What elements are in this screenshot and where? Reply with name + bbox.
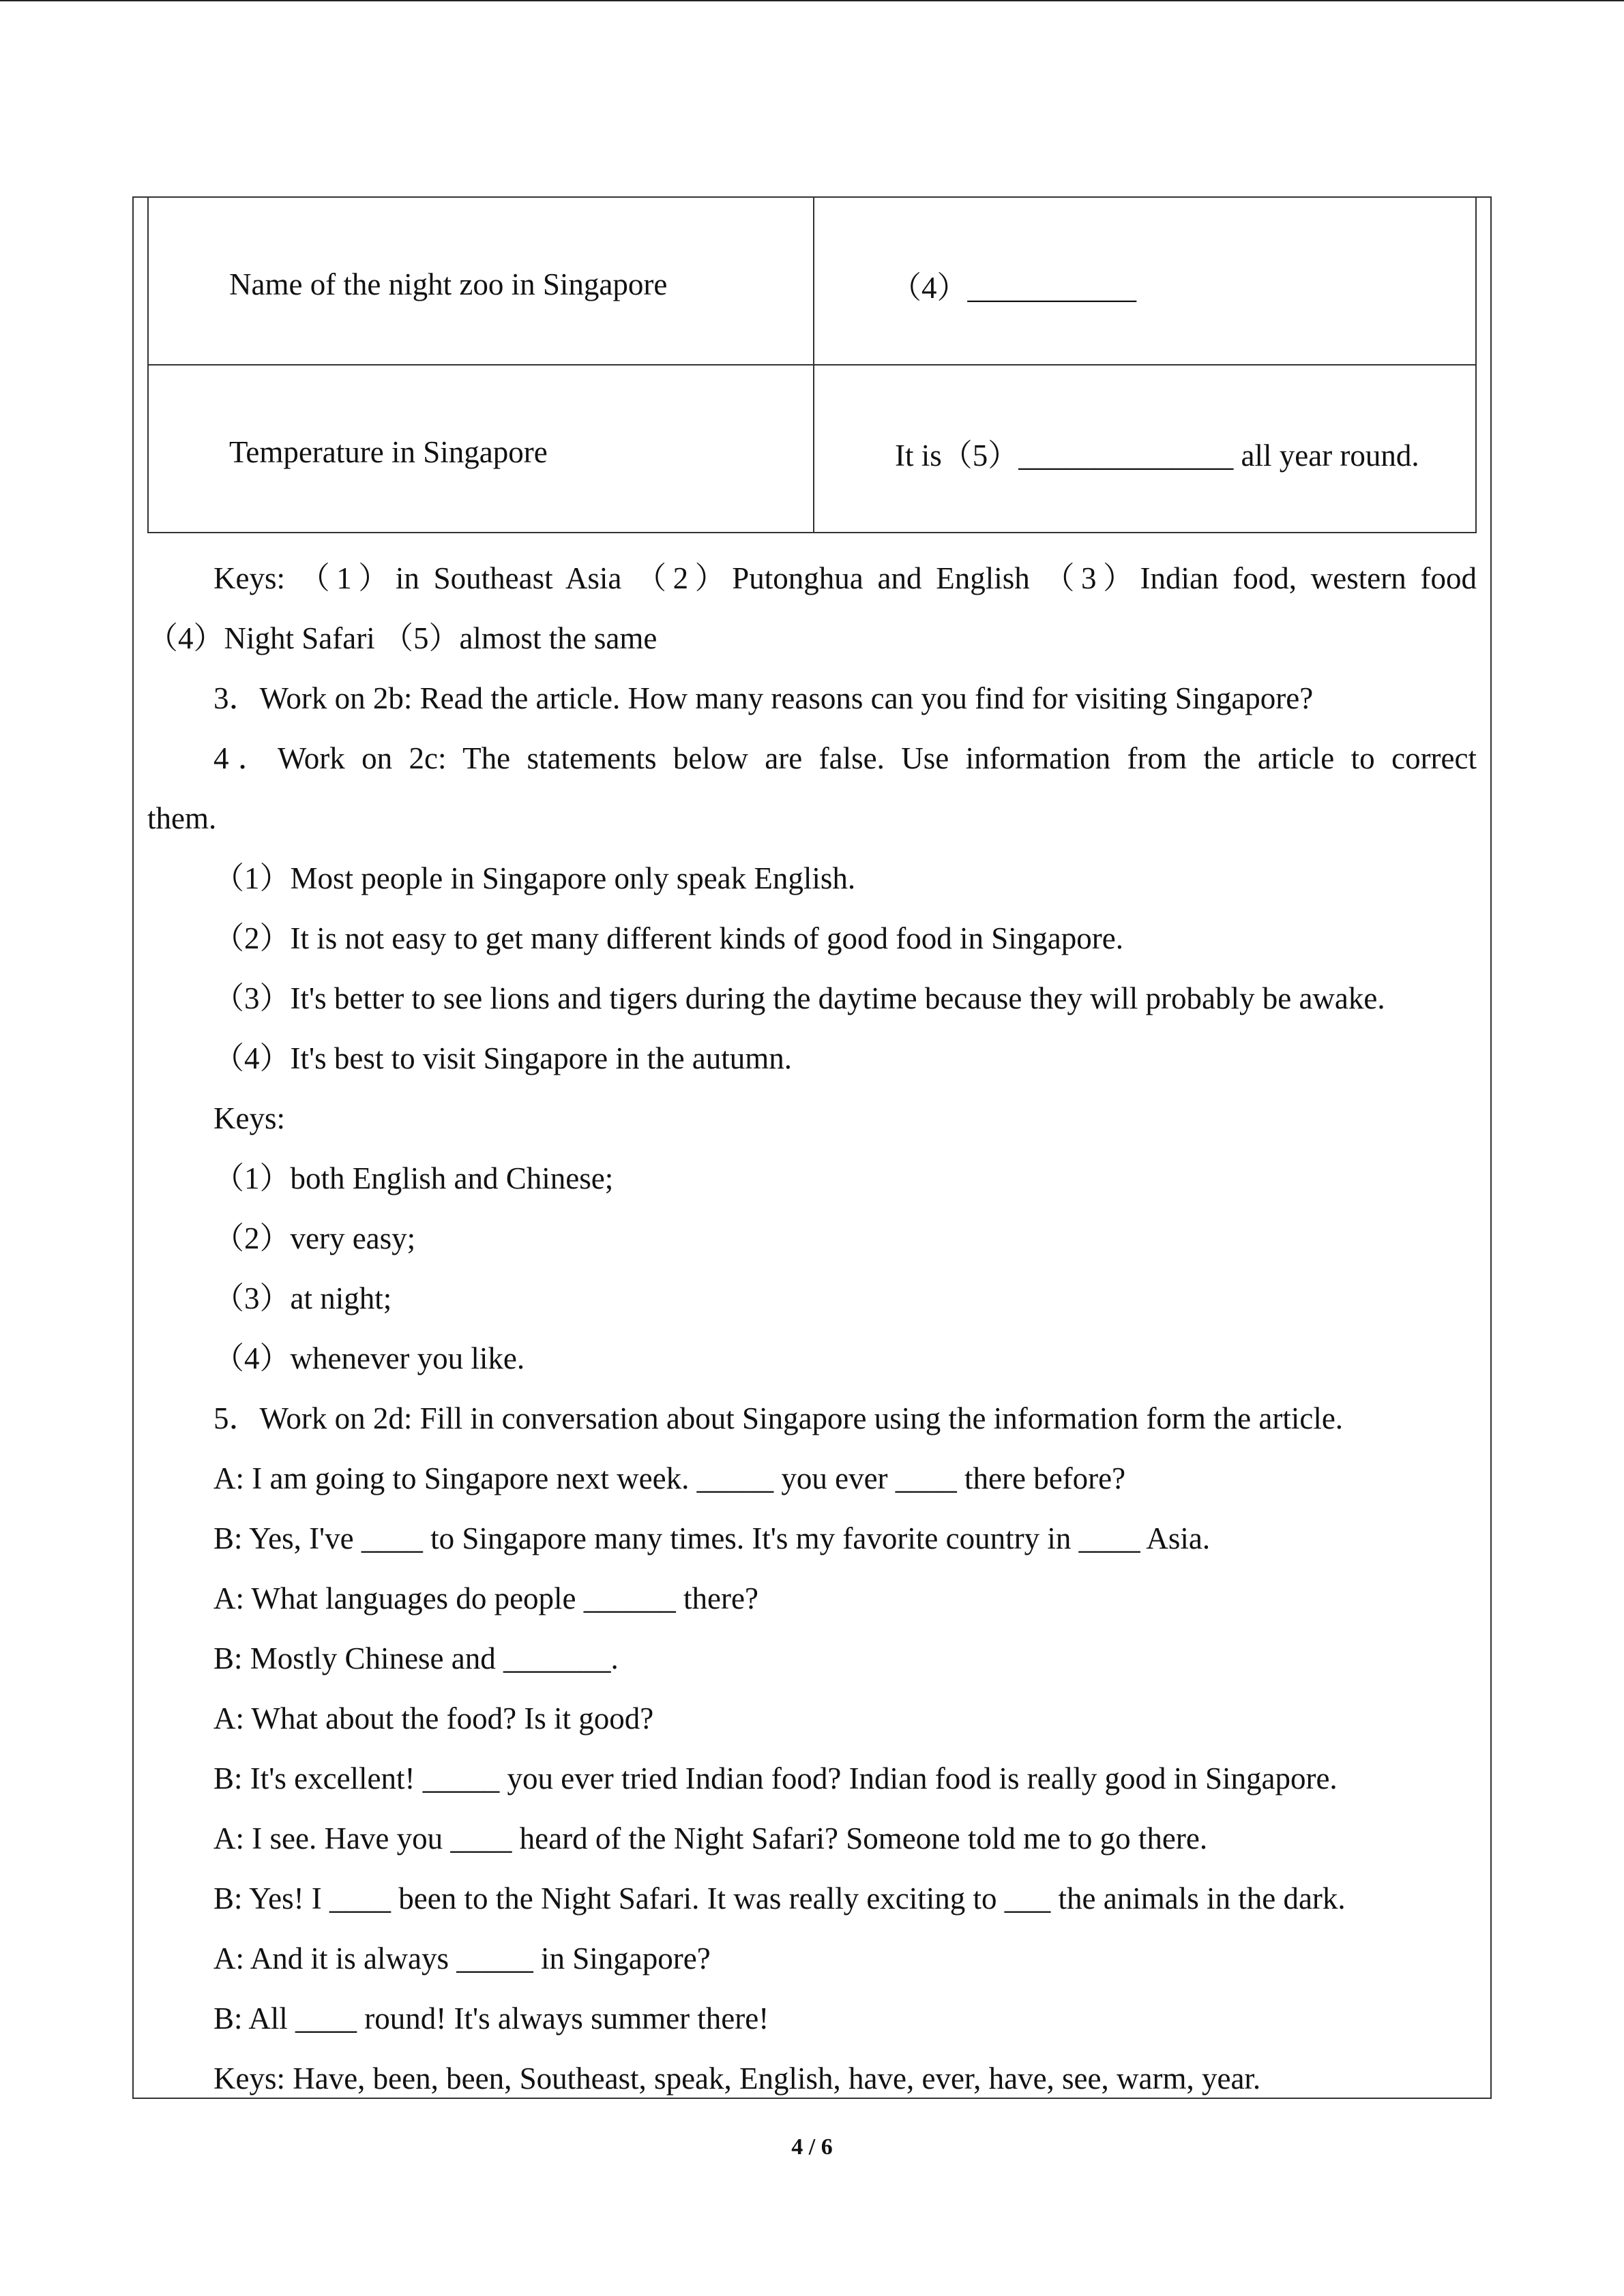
- document-body: [147, 548, 1477, 2108]
- keys-2-label: Keys:: [213, 1101, 285, 1135]
- dialogue-line: B: Yes, I've ____ to Singapore many times. It's my favorite country in ____ Asia.: [213, 1521, 1211, 1555]
- table-cell-value: It is（5）______________ all year round.: [814, 365, 1476, 533]
- dialogue-line: A: And it is always _____ in Singapore?: [213, 1941, 711, 1976]
- table-cell-label: Name of the night zoo in Singapore: [148, 197, 814, 365]
- task-5: 5．Work on 2d: Fill in conversation about Singapore using the information form the article.: [213, 1401, 1344, 1435]
- table-row: [148, 365, 1476, 533]
- dialogue-line: B: All ____ round! It's always summer there!: [213, 2001, 769, 2036]
- task-4-line-1: 4．Work on 2c: The statements below are false. Use information from the article to correct: [213, 741, 1477, 775]
- top-rule: [0, 0, 1624, 1]
- statement-2: （2）It is not easy to get many different kinds of good food in Singapore.: [213, 921, 1123, 955]
- task-3: 3．Work on 2b: Read the article. How many reasons can you find for visiting Singapore?: [213, 681, 1314, 715]
- dialogue-line: B: Yes! I ____ been to the Night Safari. It was really exciting to ___ the animals in the dark.: [213, 1881, 1346, 1915]
- dialogue-line: A: I see. Have you ____ heard of the Night Safari? Someone told me to go there.: [213, 1821, 1208, 1855]
- info-table: [147, 196, 1477, 533]
- keys-3: Keys: Have, been, been, Southeast, speak, English, have, ever, have, see, warm, year.: [213, 2061, 1261, 2096]
- key-answer-1: （1）both English and Chinese;: [213, 1161, 614, 1195]
- table-cell-value: （4）___________: [814, 197, 1476, 365]
- key-answer-3: （3）at night;: [213, 1281, 392, 1315]
- task-4-line-2: them.: [147, 801, 217, 835]
- dialogue-line: B: Mostly Chinese and _______.: [213, 1641, 619, 1675]
- statement-4: （4）It's best to visit Singapore in the autumn.: [213, 1041, 793, 1075]
- table-cell-label: Temperature in Singapore: [148, 365, 814, 533]
- statement-1: （1）Most people in Singapore only speak English.: [213, 861, 856, 895]
- dialogue-line: A: What about the food? Is it good?: [213, 1701, 654, 1735]
- table-row: [148, 197, 1476, 365]
- keys-line-2: （4）Night Safari （5）almost the same: [147, 621, 658, 655]
- page-number: 4 / 6: [791, 2134, 833, 2160]
- statement-3: （3）It's better to see lions and tigers during the daytime because they will probably be awake.: [213, 981, 1385, 1015]
- dialogue-line: A: What languages do people ______ there?: [213, 1581, 758, 1615]
- keys-line-1: Keys: （1）in Southeast Asia （2）Putonghua and English （3）Indian food, western food: [213, 561, 1477, 595]
- key-answer-4: （4）whenever you like.: [213, 1341, 525, 1375]
- dialogue-line: B: It's excellent! _____ you ever tried Indian food? Indian food is really good in Singapore.: [213, 1761, 1338, 1795]
- dialogue-line: A: I am going to Singapore next week. _____ you ever ____ there before?: [213, 1461, 1126, 1495]
- key-answer-2: （2）very easy;: [213, 1221, 416, 1255]
